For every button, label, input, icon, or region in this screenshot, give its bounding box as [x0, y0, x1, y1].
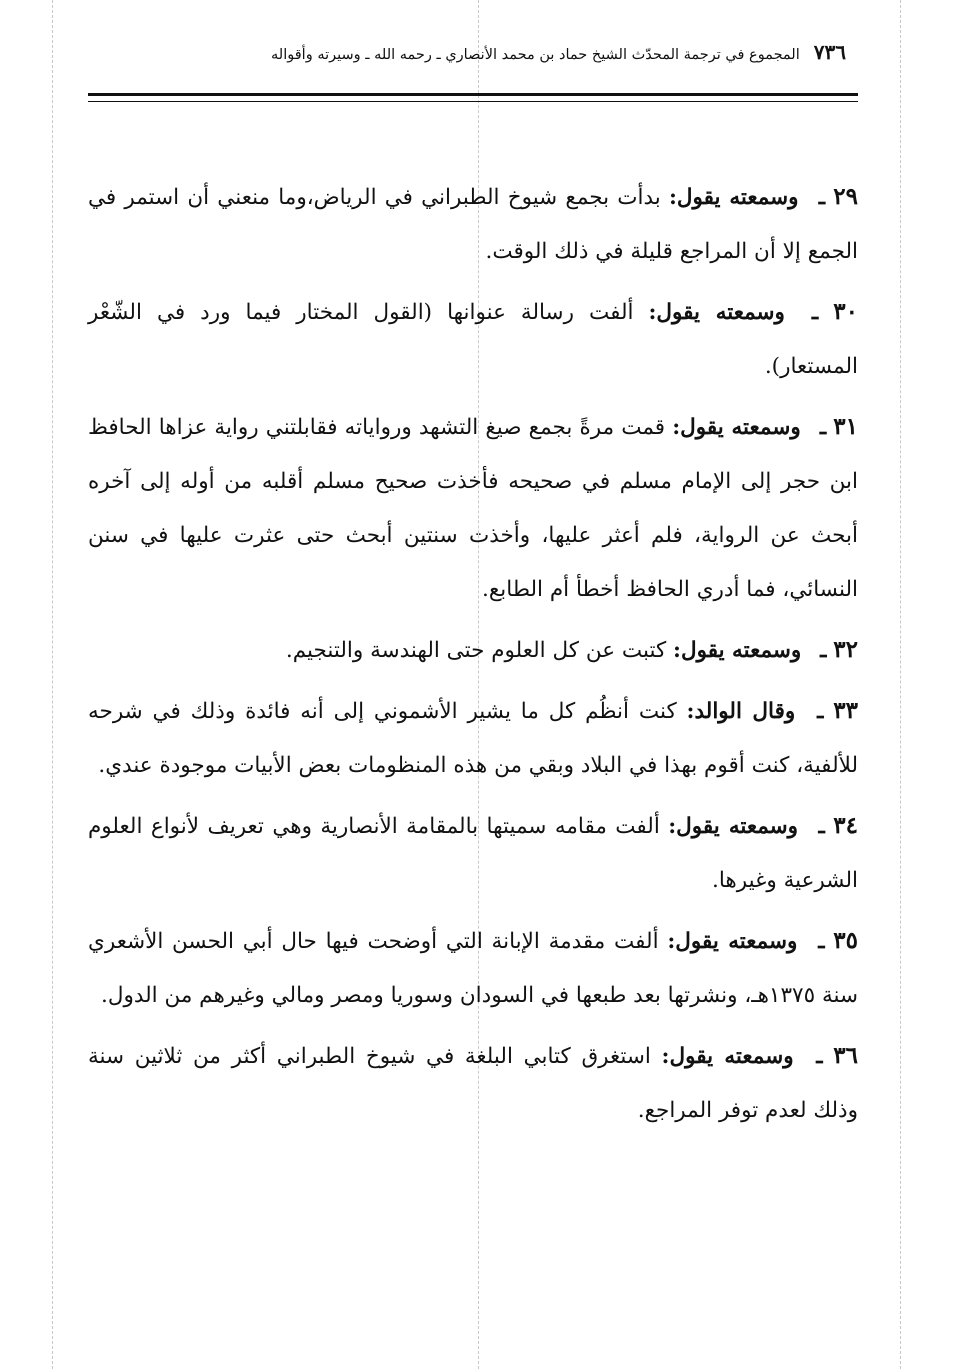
entry-text: ألفت مقدمة الإبانة التي أوضحت فيها حال أبي الحسن الأشعري سنة ١٣٧٥هـ، ونشرتها بعد طبعها في السودان وسوريا ومصر ومالي وغيرهم من الدول. — [88, 929, 858, 1008]
running-header — [130, 40, 846, 64]
entry-intro: وقال الوالد: — [686, 699, 796, 724]
entry-number: ٢٩ — [833, 183, 858, 210]
entry-text: قمت مرةً بجمع صيغ التشهد ورواياته فقابلتني رواية عزاها الحافظ ابن حجر إلى الإمام مسلم في صحيحه فأخذت صحيح مسلم أقلبه من أوله إلى آخره أبحث عن الرواية، فلم أعثر عليها، وأخذت سنتين أبحث حتى عثرت عليها في سنن النسائي، فما أدري الحافظ أخطأ أم الطابع. — [88, 415, 858, 602]
entry-intro: وسمعته يقول: — [667, 929, 798, 954]
entry-intro: وسمعته يقول: — [661, 1044, 794, 1069]
entry-text: كنت أنظُم كل ما يشير الأشموني إلى أنه فائدة وذلك في شرحه للألفية، كنت أقوم بهذا في البلاد وبقي من هذه المنظومات بعض الأبيات موجودة عندي. — [88, 699, 858, 778]
entry-dash: ـ — [811, 300, 819, 325]
entry-number: ٣٤ — [833, 812, 858, 839]
entry-text: ألفت مقامه سميتها بالمقامة الأنصارية وهي تعريف لأنواع العلوم الشرعية وغيرها. — [88, 814, 858, 893]
entry-text: ألفت رسالة عنوانها (القول المختار فيما ورد في الشّعْر المستعار). — [88, 300, 858, 379]
running-title: المجموع في ترجمة المحدّث الشيخ حماد بن محمد الأنصاري ـ رحمه الله ـ وسيرته وأقواله — [271, 47, 800, 63]
entry-dash: ـ — [819, 415, 827, 440]
entry-dash: ـ — [816, 1044, 823, 1069]
entry-31 — [88, 400, 858, 617]
entry-intro: وسمعته يقول: — [668, 185, 799, 210]
entry-36 — [88, 1029, 858, 1138]
entry-intro: وسمعته يقول: — [668, 814, 799, 839]
entry-number: ٣٠ — [833, 298, 858, 325]
entry-dash: ـ — [820, 638, 827, 663]
header-rule-thin — [88, 101, 858, 102]
entry-33 — [88, 684, 858, 793]
margin-guide-right — [900, 0, 901, 1369]
entry-35 — [88, 914, 858, 1023]
entry-number: ٣٣ — [833, 697, 859, 724]
entry-30 — [88, 285, 858, 394]
entry-34 — [88, 799, 858, 908]
entry-number: ٣٢ — [833, 636, 858, 663]
entry-intro: وسمعته يقول: — [673, 638, 802, 663]
entry-29 — [88, 170, 858, 279]
entry-dash: ـ — [818, 929, 825, 954]
entry-dash: ـ — [817, 699, 824, 724]
margin-guide-left — [52, 0, 53, 1369]
entry-intro: وسمعته يقول: — [648, 300, 785, 325]
entry-number: ٣٥ — [833, 927, 858, 954]
entry-32 — [88, 623, 858, 678]
entry-dash: ـ — [818, 185, 826, 210]
entry-number: ٣١ — [833, 413, 859, 440]
entry-intro: وسمعته يقول: — [672, 415, 801, 440]
header-rule-thick — [88, 93, 858, 96]
page-number: ٧٣٦ — [813, 40, 846, 64]
entry-text: استغرق كتابي البلغة في شيوخ الطبراني أكثر من ثلاثين سنة وذلك لعدم توفر المراجع. — [88, 1044, 858, 1123]
entry-text: كتبت عن كل العلوم حتى الهندسة والتنجيم. — [285, 638, 667, 663]
entry-dash: ـ — [818, 814, 825, 839]
entry-number: ٣٦ — [833, 1042, 858, 1069]
page-body — [88, 170, 858, 1144]
entry-text: بدأت بجمع شيوخ الطبراني في الرياض،وما منعني أن استمر في الجمع إلا أن المراجع قليلة في ذلك الوقت. — [88, 185, 858, 264]
